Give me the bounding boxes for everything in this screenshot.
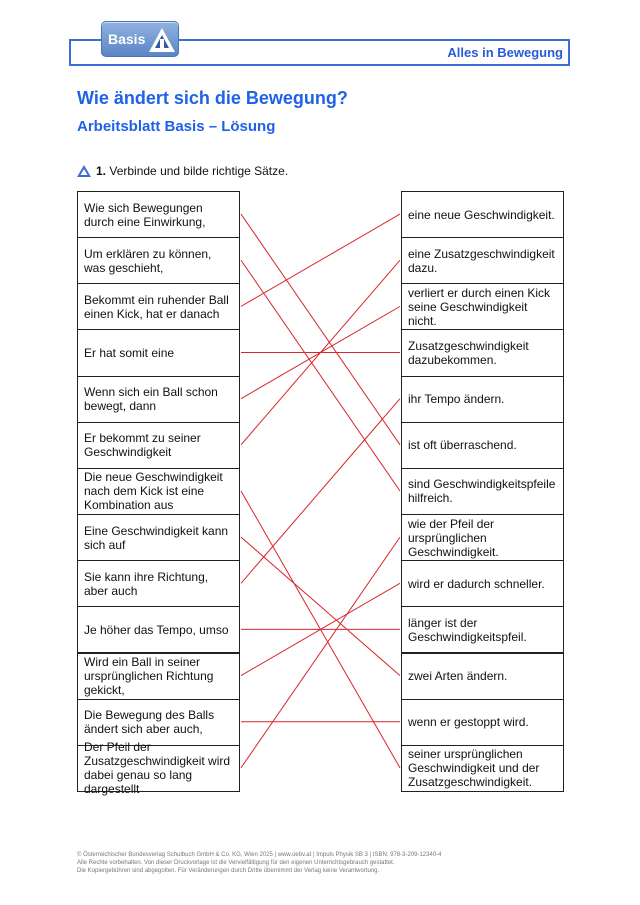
right-box: eine neue Geschwindigkeit. bbox=[401, 191, 564, 238]
right-box: länger ist der Geschwindigkeitspfeil. bbox=[401, 606, 564, 653]
left-box: Die neue Geschwindigkeit nach dem Kick ist eine Kombination aus bbox=[77, 468, 240, 515]
right-box: sind Geschwindigkeitspfeile hilfreich. bbox=[401, 468, 564, 515]
right-box: eine Zusatzgeschwindigkeit dazu. bbox=[401, 237, 564, 284]
footer-line: © Österreichischer Bundesverlag Schulbuch GmbH & Co. KG, Wien 2025 | www.oebv.at | Impuls Physik SB 3 | ISBN: 978-3-209-12340-4 bbox=[77, 852, 442, 858]
right-box: seiner ursprünglichen Geschwindigkeit und der Zusatzgeschwindigkeit. bbox=[401, 745, 564, 792]
connection-line bbox=[241, 214, 400, 445]
right-box: verliert er durch einen Kick seine Geschwindigkeit nicht. bbox=[401, 283, 564, 330]
left-box: Er bekommt zu seiner Geschwindigkeit bbox=[77, 422, 240, 469]
right-box: Zusatzgeschwindigkeit dazubekommen. bbox=[401, 329, 564, 376]
right-box: zwei Arten ändern. bbox=[401, 653, 564, 700]
left-box: Wie sich Bewegungen durch eine Einwirkung, bbox=[77, 191, 240, 238]
header-right-label: Alles in Bewegung bbox=[447, 45, 563, 60]
footer-line: Die Kopiergebühren sind abgegolten. Für Veränderungen durch Dritte übernimmt der Verlag keine Verantwortung. bbox=[77, 868, 380, 874]
left-box: Wird ein Ball in seiner ursprünglichen Richtung gekickt, bbox=[77, 653, 240, 700]
connection-line bbox=[241, 537, 400, 675]
connection-line bbox=[241, 537, 400, 768]
right-box: ihr Tempo ändern. bbox=[401, 376, 564, 423]
footer bbox=[77, 851, 442, 875]
task-text: Verbinde und bilde richtige Sätze. bbox=[109, 164, 289, 178]
left-box: Je höher das Tempo, umso bbox=[77, 606, 240, 653]
left-box: Um erklären zu können, was geschieht, bbox=[77, 237, 240, 284]
right-box: wird er dadurch schneller. bbox=[401, 560, 564, 607]
left-box: Sie kann ihre Richtung, aber auch bbox=[77, 560, 240, 607]
left-box: Der Pfeil der Zusatzgeschwindigkeit wird dabei genau so lang dargestellt bbox=[77, 745, 240, 792]
left-box: Bekommt ein ruhender Ball einen Kick, hat er danach bbox=[77, 283, 240, 330]
logo-text: Basis bbox=[108, 31, 146, 47]
left-box: Wenn sich ein Ball schon bewegt, dann bbox=[77, 376, 240, 423]
footer-line: Alle Rechte vorbehalten. Von dieser Druckvorlage ist die Vervielfältigung für den eigenen Unterrichtsgebrauch gestattet. bbox=[77, 860, 395, 866]
left-box: Die Bewegung des Balls ändert sich aber auch, bbox=[77, 699, 240, 746]
page-subtitle: Arbeitsblatt Basis – Lösung bbox=[77, 118, 276, 135]
left-box: Eine Geschwindigkeit kann sich auf bbox=[77, 514, 240, 561]
page-title: Wie ändert sich die Bewegung? bbox=[77, 88, 348, 108]
left-box: Er hat somit eine bbox=[77, 329, 240, 376]
connection-line bbox=[241, 214, 400, 306]
task-number: 1. bbox=[96, 164, 107, 178]
right-box: wenn er gestoppt wird. bbox=[401, 699, 564, 746]
connection-line bbox=[241, 399, 400, 584]
right-box: wie der Pfeil der ursprünglichen Geschwindigkeit. bbox=[401, 514, 564, 561]
connection-line bbox=[241, 260, 400, 491]
right-box: ist oft überraschend. bbox=[401, 422, 564, 469]
